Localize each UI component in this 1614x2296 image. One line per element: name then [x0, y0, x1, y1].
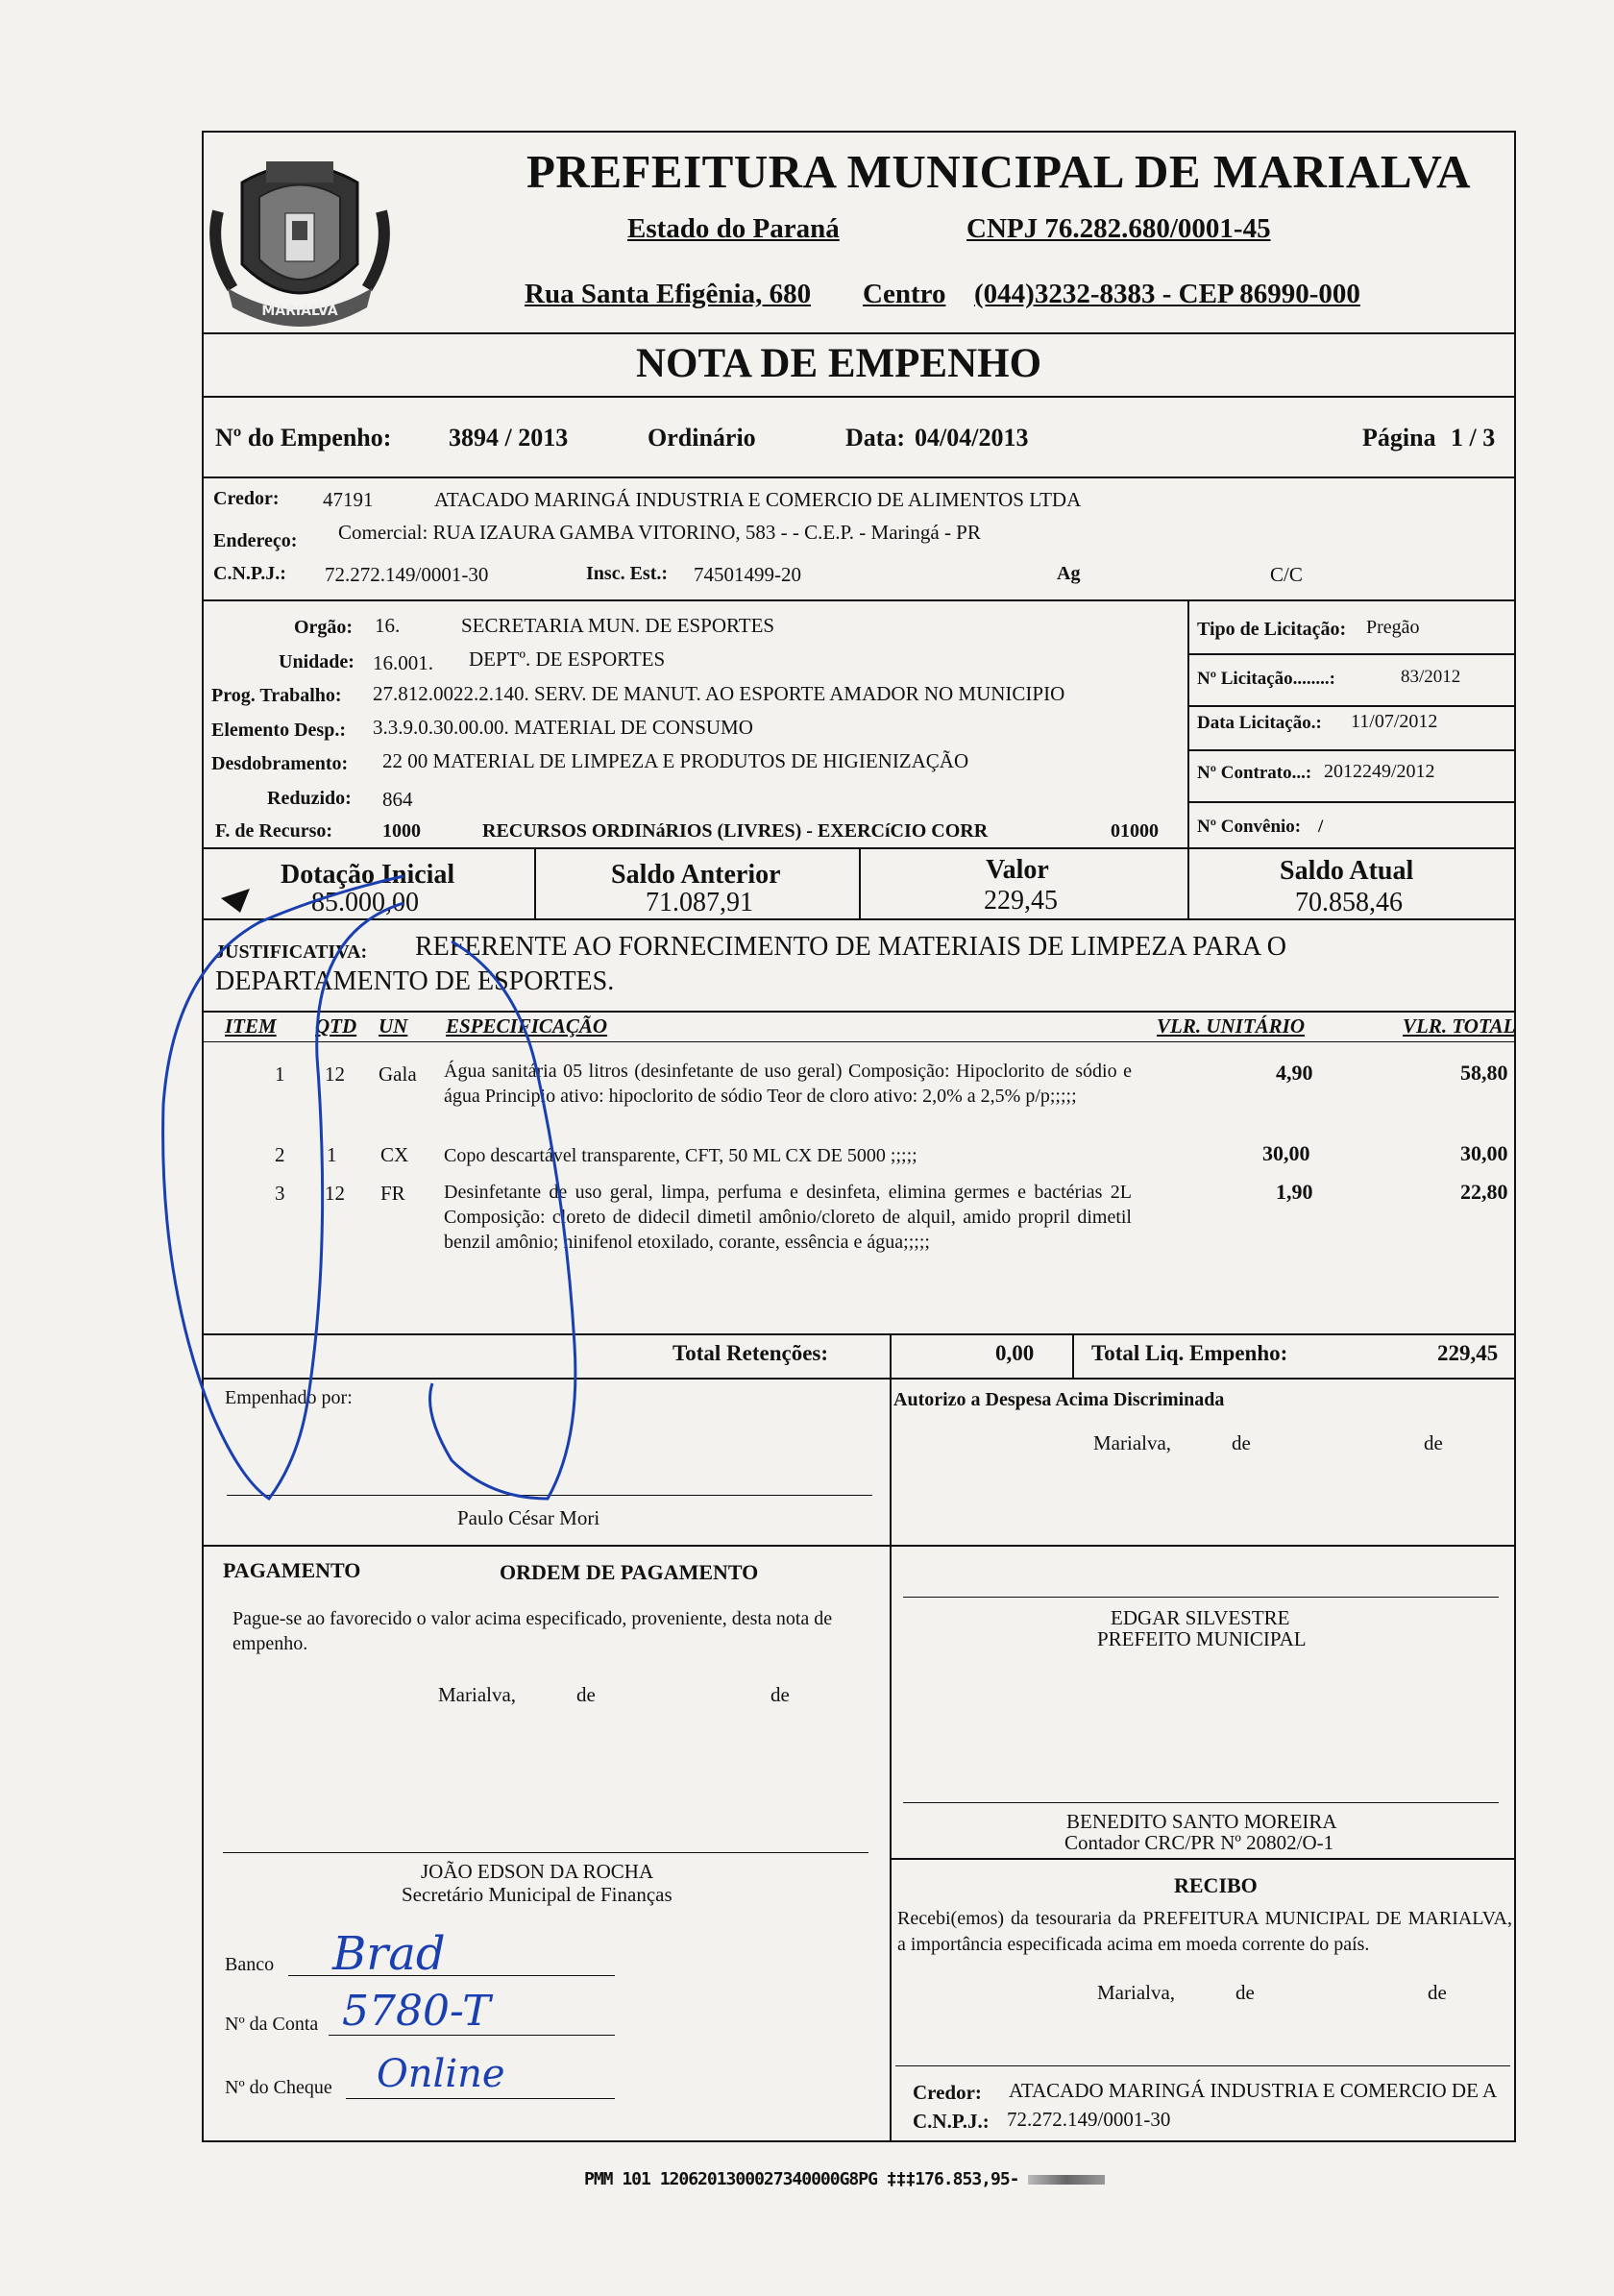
justificativa-text-2: DEPARTAMENTO DE ESPORTES. [215, 966, 615, 996]
col-un: UN [379, 1014, 408, 1038]
empenho-type: Ordinário [648, 424, 756, 452]
orgao-code: 16. [375, 614, 401, 637]
empenhado-signer: Paulo César Mori [457, 1506, 600, 1529]
city-hall-title: PREFEITURA MUNICIPAL DE MARIALVA [526, 145, 1471, 198]
cc-label: C/C [1270, 563, 1303, 586]
header-divider [202, 332, 1516, 334]
valor-label: Valor [986, 855, 1049, 885]
row-3-un: FR [380, 1182, 405, 1205]
total-liquido-label: Total Liq. Empenho: [1091, 1341, 1288, 1365]
dotacao-value: 85.000,00 [311, 888, 419, 917]
valor-value: 229,45 [984, 886, 1058, 916]
justificativa-text: REFERENTE AO FORNECIMENTO DE MATERIAIS DE LIMPEZA PARA O [415, 932, 1286, 962]
col-item: ITEM [225, 1014, 277, 1038]
svg-text:MARIALVA: MARIALVA [261, 304, 338, 319]
autorizo-label: Autorizo a Despesa Acima Discriminada [893, 1389, 1225, 1410]
elemento: 3.3.9.0.30.00.00. MATERIAL DE CONSUMO [373, 716, 753, 739]
insc-est: 74501499-20 [694, 563, 801, 586]
street-address: Rua Santa Efigênia, 680 [525, 279, 812, 309]
credor-address-label: Endereço: [213, 530, 298, 551]
row-3-item: 3 [275, 1182, 285, 1205]
ordem-pagamento-label: ORDEM DE PAGAMENTO [500, 1560, 759, 1584]
recibo-cnpj: 72.272.149/0001-30 [1007, 2108, 1171, 2131]
licit-rule-3 [1187, 749, 1516, 751]
col-spec: ESPECIFICAÇÃO [446, 1014, 608, 1038]
pagamento-divider [890, 1545, 892, 2142]
mayor-signature-line [903, 1597, 1499, 1598]
row-3-unit: 1,90 [1276, 1180, 1313, 1204]
row-1-un: Gala [379, 1063, 417, 1086]
tipo-licitacao-label: Tipo de Licitação: [1197, 619, 1347, 640]
credor-name: ATACADO MARINGÁ INDUSTRIA E COMERCIO DE ALIMENTOS LTDA [434, 488, 1082, 511]
row-1-qtd: 12 [325, 1063, 345, 1086]
recurso-label: F. de Recurso: [215, 820, 333, 842]
row-3-spec: Desinfetante de uso geral, limpa, perfuma e desinfeta, elimina germes e bactérias 2L Composição: cloreto de didecil dimetil amônio/cloreto de alquil, amido propril dimetil benzil amônio; ninifenol etoxilado, corante, essência e água;;;;; [444, 1182, 1132, 1253]
bal-div-3 [1187, 847, 1189, 920]
mayor-title: PREFEITO MUNICIPAL [1097, 1627, 1307, 1650]
empenho-date-label: Data: [845, 424, 906, 452]
credor-code: 47191 [323, 488, 374, 511]
col-total-value: VLR. TOTAL [1403, 1014, 1516, 1038]
empenhado-divider [890, 1378, 892, 1547]
row-3-qtd: 12 [325, 1182, 345, 1205]
elemento-label: Elemento Desp.: [211, 720, 346, 741]
bal-div-1 [534, 847, 536, 920]
banco-value: Brad [332, 1927, 446, 1981]
totals-div-1 [890, 1333, 892, 1380]
col-qtd: QTD [315, 1014, 357, 1038]
convenio: / [1318, 817, 1324, 837]
cheque-label: Nº do Cheque [225, 2077, 332, 2098]
district: Centro [863, 279, 946, 309]
recibo-top-rule [890, 1858, 1516, 1860]
page-label: Página [1362, 424, 1436, 452]
city-cnpj: CNPJ 76.282.680/0001-45 [966, 213, 1271, 244]
dotacao-label: Dotação Inicial [281, 860, 455, 890]
empenhado-label: Empenhado por: [225, 1387, 353, 1408]
row-1-item: 1 [275, 1063, 285, 1086]
totals-top-rule [202, 1333, 1516, 1335]
saldo-anterior-value: 71.087,91 [646, 888, 753, 917]
credor-cnpj-label: C.N.P.J.: [213, 563, 286, 584]
recurso-num: 01000 [1111, 820, 1159, 842]
cheque-value: Online [377, 2052, 505, 2096]
recibo-credor-label: Credor: [913, 2081, 982, 2104]
accountant-signature-line [903, 1802, 1499, 1803]
retencoes-label: Total Retenções: [672, 1341, 829, 1365]
licit-rule-4 [1187, 801, 1516, 803]
pagamento-de-2: de [770, 1683, 790, 1706]
autorizo-de-1: de [1232, 1431, 1251, 1454]
recibo-text: Recebi(emos) da tesouraria da PREFEITURA MUNICIPAL DE MARIALVA, a importância especificada acima em moeda corrente do país. [897, 1908, 1512, 1955]
row-1-unit: 4,90 [1276, 1061, 1313, 1085]
licit-rule-1 [1187, 653, 1516, 655]
col-unit-value: VLR. UNITÁRIO [1157, 1014, 1306, 1038]
empenho-date: 04/04/2013 [915, 424, 1029, 452]
reduzido: 864 [382, 788, 413, 811]
recibo-signature-line [895, 2065, 1510, 2066]
pagamento-de-1: de [576, 1683, 596, 1706]
convenio-label: Nº Convênio: [1197, 817, 1302, 837]
credor-cnpj: 72.272.149/0001-30 [325, 563, 489, 586]
row-2-qtd: 1 [327, 1143, 337, 1166]
empenhado-signature-line [227, 1495, 872, 1496]
reduzido-label: Reduzido: [267, 788, 352, 809]
phone-cep: (044)3232-8383 - CEP 86990-000 [974, 279, 1360, 309]
document-title: NOTA DE EMPENHO [636, 341, 1042, 386]
totals-div-2 [1072, 1333, 1074, 1380]
row-3-total: 22,80 [1460, 1180, 1508, 1204]
page-number: 1 / 3 [1451, 424, 1496, 452]
num-licitacao-label: Nº Licitação........: [1197, 669, 1335, 689]
bal-div-2 [859, 847, 861, 920]
city-emblem [204, 154, 396, 336]
row-1-spec: Água sanitária 05 litros (desinfetante de uso geral) Composição: Hipoclorito de sódio e água Principio ativo: hipoclorito de sódio Teor de cloro ativo: 2,0% a 2,5% p/p;;;;; [444, 1061, 1132, 1107]
footer-noise [1028, 2175, 1105, 2185]
row-1-total: 58,80 [1460, 1061, 1508, 1085]
desdobramento: 22 00 MATERIAL DE LIMPEZA E PRODUTOS DE HIGIENIZAÇÃO [382, 749, 969, 772]
autorizo-de-2: de [1424, 1431, 1443, 1454]
recibo-credor: ATACADO MARINGÁ INDUSTRIA E COMERCIO DE A [1009, 2079, 1498, 2102]
finance-secretary-title: Secretário Municipal de Finanças [402, 1883, 672, 1906]
contrato-label: Nº Contrato...: [1197, 763, 1312, 783]
empenho-number-label: Nº do Empenho: [215, 424, 392, 452]
empenhado-box [202, 1378, 1516, 1547]
prog-trabalho: 27.812.0022.2.140. SERV. DE MANUT. AO ESPORTE AMADOR NO MUNICIPIO [373, 682, 1065, 705]
saldo-anterior-label: Saldo Anterior [611, 860, 781, 890]
retencoes-value: 0,00 [995, 1341, 1035, 1365]
budget-divider [1187, 599, 1189, 849]
total-liquido-value: 229,45 [1437, 1341, 1499, 1365]
finance-signature-line [223, 1852, 868, 1853]
justificativa-label: JUSTIFICATIVA: [215, 941, 368, 963]
orgao-name: SECRETARIA MUN. DE ESPORTES [461, 614, 775, 637]
desdobramento-label: Desdobramento: [211, 753, 349, 774]
empenho-number: 3894 / 2013 [449, 424, 569, 452]
recibo-de-2: de [1428, 1981, 1447, 2004]
contrato: 2012249/2012 [1324, 761, 1435, 782]
saldo-atual-label: Saldo Atual [1280, 856, 1414, 886]
banco-label: Banco [225, 1954, 275, 1975]
row-2-un: CX [380, 1143, 409, 1166]
conta-label: Nº da Conta [225, 2014, 319, 2035]
recibo-cnpj-label: C.N.P.J.: [913, 2110, 990, 2133]
recibo-label: RECIBO [1174, 1873, 1258, 1897]
tipo-licitacao: Pregão [1366, 617, 1420, 638]
autorizo-city: Marialva, [1093, 1431, 1172, 1454]
data-licitacao: 11/07/2012 [1351, 711, 1438, 732]
accountant-title: Contador CRC/PR Nº 20802/O-1 [1064, 1831, 1334, 1854]
row-2-item: 2 [275, 1143, 285, 1166]
num-licitacao: 83/2012 [1401, 667, 1461, 687]
pagamento-text: Pague-se ao favorecido o valor acima especificado, proveniente, desta nota de empenho. [232, 1608, 833, 1654]
cheque-line [346, 2098, 615, 2099]
pagamento-city: Marialva, [438, 1683, 517, 1706]
credor-label: Credor: [213, 488, 280, 509]
conta-value: 5780-T [342, 1987, 491, 2036]
row-2-unit: 30,00 [1262, 1141, 1310, 1165]
recibo-de-1: de [1235, 1981, 1255, 2004]
row-2-spec: Copo descartável transparente, CFT, 50 ML CX DE 5000 ;;;;; [444, 1145, 917, 1166]
orgao-label: Orgão: [294, 617, 354, 638]
recurso-name: RECURSOS ORDINáRIOS (LIVRES) - EXERCíCIO CORR [482, 820, 989, 842]
credor-address: Comercial: RUA IZAURA GAMBA VITORINO, 583 - - C.E.P. - Maringá - PR [338, 521, 981, 544]
footer-code: PMM 101 1206201300027340000G8PG ‡‡‡176.853,95- [584, 2169, 1019, 2189]
state-name: Estado do Paraná [627, 213, 840, 244]
recibo-city: Marialva, [1097, 1981, 1176, 2004]
data-licitacao-label: Data Licitação.: [1197, 713, 1322, 733]
prog-trabalho-label: Prog. Trabalho: [211, 685, 342, 706]
recurso-code: 1000 [382, 820, 421, 842]
saldo-atual-value: 70.858,46 [1295, 888, 1403, 917]
accountant-name: BENEDITO SANTO MOREIRA [1066, 1810, 1337, 1833]
pagamento-label: PAGAMENTO [223, 1558, 361, 1582]
insc-est-label: Insc. Est.: [586, 563, 669, 584]
finance-secretary-name: JOÃO EDSON DA ROCHA [421, 1860, 654, 1883]
ag-label: Ag [1057, 563, 1081, 584]
unidade-name: DEPTº. DE ESPORTES [469, 647, 666, 671]
items-header-rule [202, 1011, 1516, 1013]
mayor-name: EDGAR SILVESTRE [1111, 1606, 1290, 1629]
row-2-total: 30,00 [1460, 1141, 1508, 1165]
unidade-label: Unidade: [279, 651, 355, 672]
unidade-code: 16.001. [373, 651, 433, 674]
items-header-underline [202, 1041, 1516, 1042]
licit-rule-2 [1187, 705, 1516, 707]
